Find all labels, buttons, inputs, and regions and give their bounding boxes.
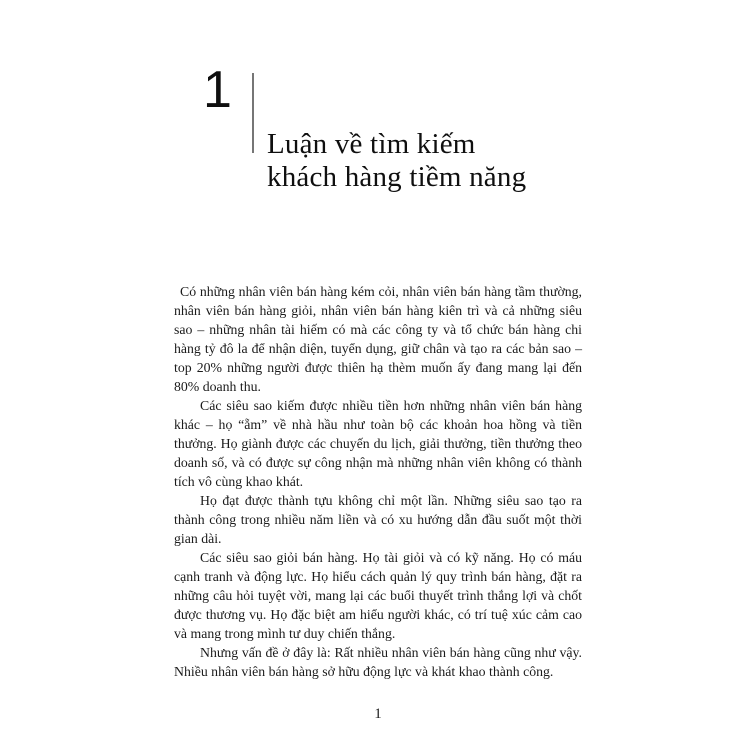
chapter-title-line-2: khách hàng tiềm năng <box>267 161 527 193</box>
chapter-divider-line <box>252 73 254 153</box>
paragraph: Họ đạt được thành tựu không chỉ một lần. Những siêu sao tạo ra thành công trong nhiều năm liền và có xu hướng dẫn đầu suốt một thời gian dài. <box>174 493 582 546</box>
page-number: 1 <box>374 706 382 722</box>
paragraph: Các siêu sao kiếm được nhiều tiền hơn những nhân viên bán hàng khác – họ “ẵm” về nhà hầu như toàn bộ các khoản hoa hồng và tiền thưởng. Họ giành được các chuyến du lịch, giải thưởng, tiền thưởng theo doanh số, và có được sự công nhận mà những nhân viên không có thành tích vô cùng khao khát. <box>174 398 582 489</box>
paragraph: Có những nhân viên bán hàng kém cỏi, nhân viên bán hàng tầm thường, nhân viên bán hàng giỏi, nhân viên bán hàng kiên trì và cả những siêu sao – những nhân tài hiếm có mà các công ty và tổ chức bán hàng chi hàng tỷ đô la để nhận diện, tuyển dụng, giữ chân và tạo ra các bản sao – top 20% những người được thiên hạ thèm muốn ấy đang mang lại đến 80% doanh thu. <box>174 284 582 394</box>
body-text <box>174 282 582 681</box>
chapter-title-line-1: Luận về tìm kiếm <box>267 128 476 160</box>
paragraph: Nhưng vấn đề ở đây là: Rất nhiều nhân viên bán hàng cũng như vậy. Nhiều nhân viên bán hàng sở hữu động lực và khát khao thành công. <box>174 645 582 679</box>
chapter-title <box>267 128 526 194</box>
paragraph: Các siêu sao giỏi bán hàng. Họ tài giỏi và có kỹ năng. Họ có máu cạnh tranh và động lực. Họ hiểu cách quản lý quy trình bán hàng, đặt ra những câu hỏi tuyệt vời, mang lại các buổi thuyết trình thắng lợi và chốt được thương vụ. Họ đặc biệt am hiểu người khác, có trí tuệ xúc cảm cao và mang trong mình tư duy chiến thắng. <box>174 550 582 641</box>
chapter-number: 1 <box>203 61 232 119</box>
